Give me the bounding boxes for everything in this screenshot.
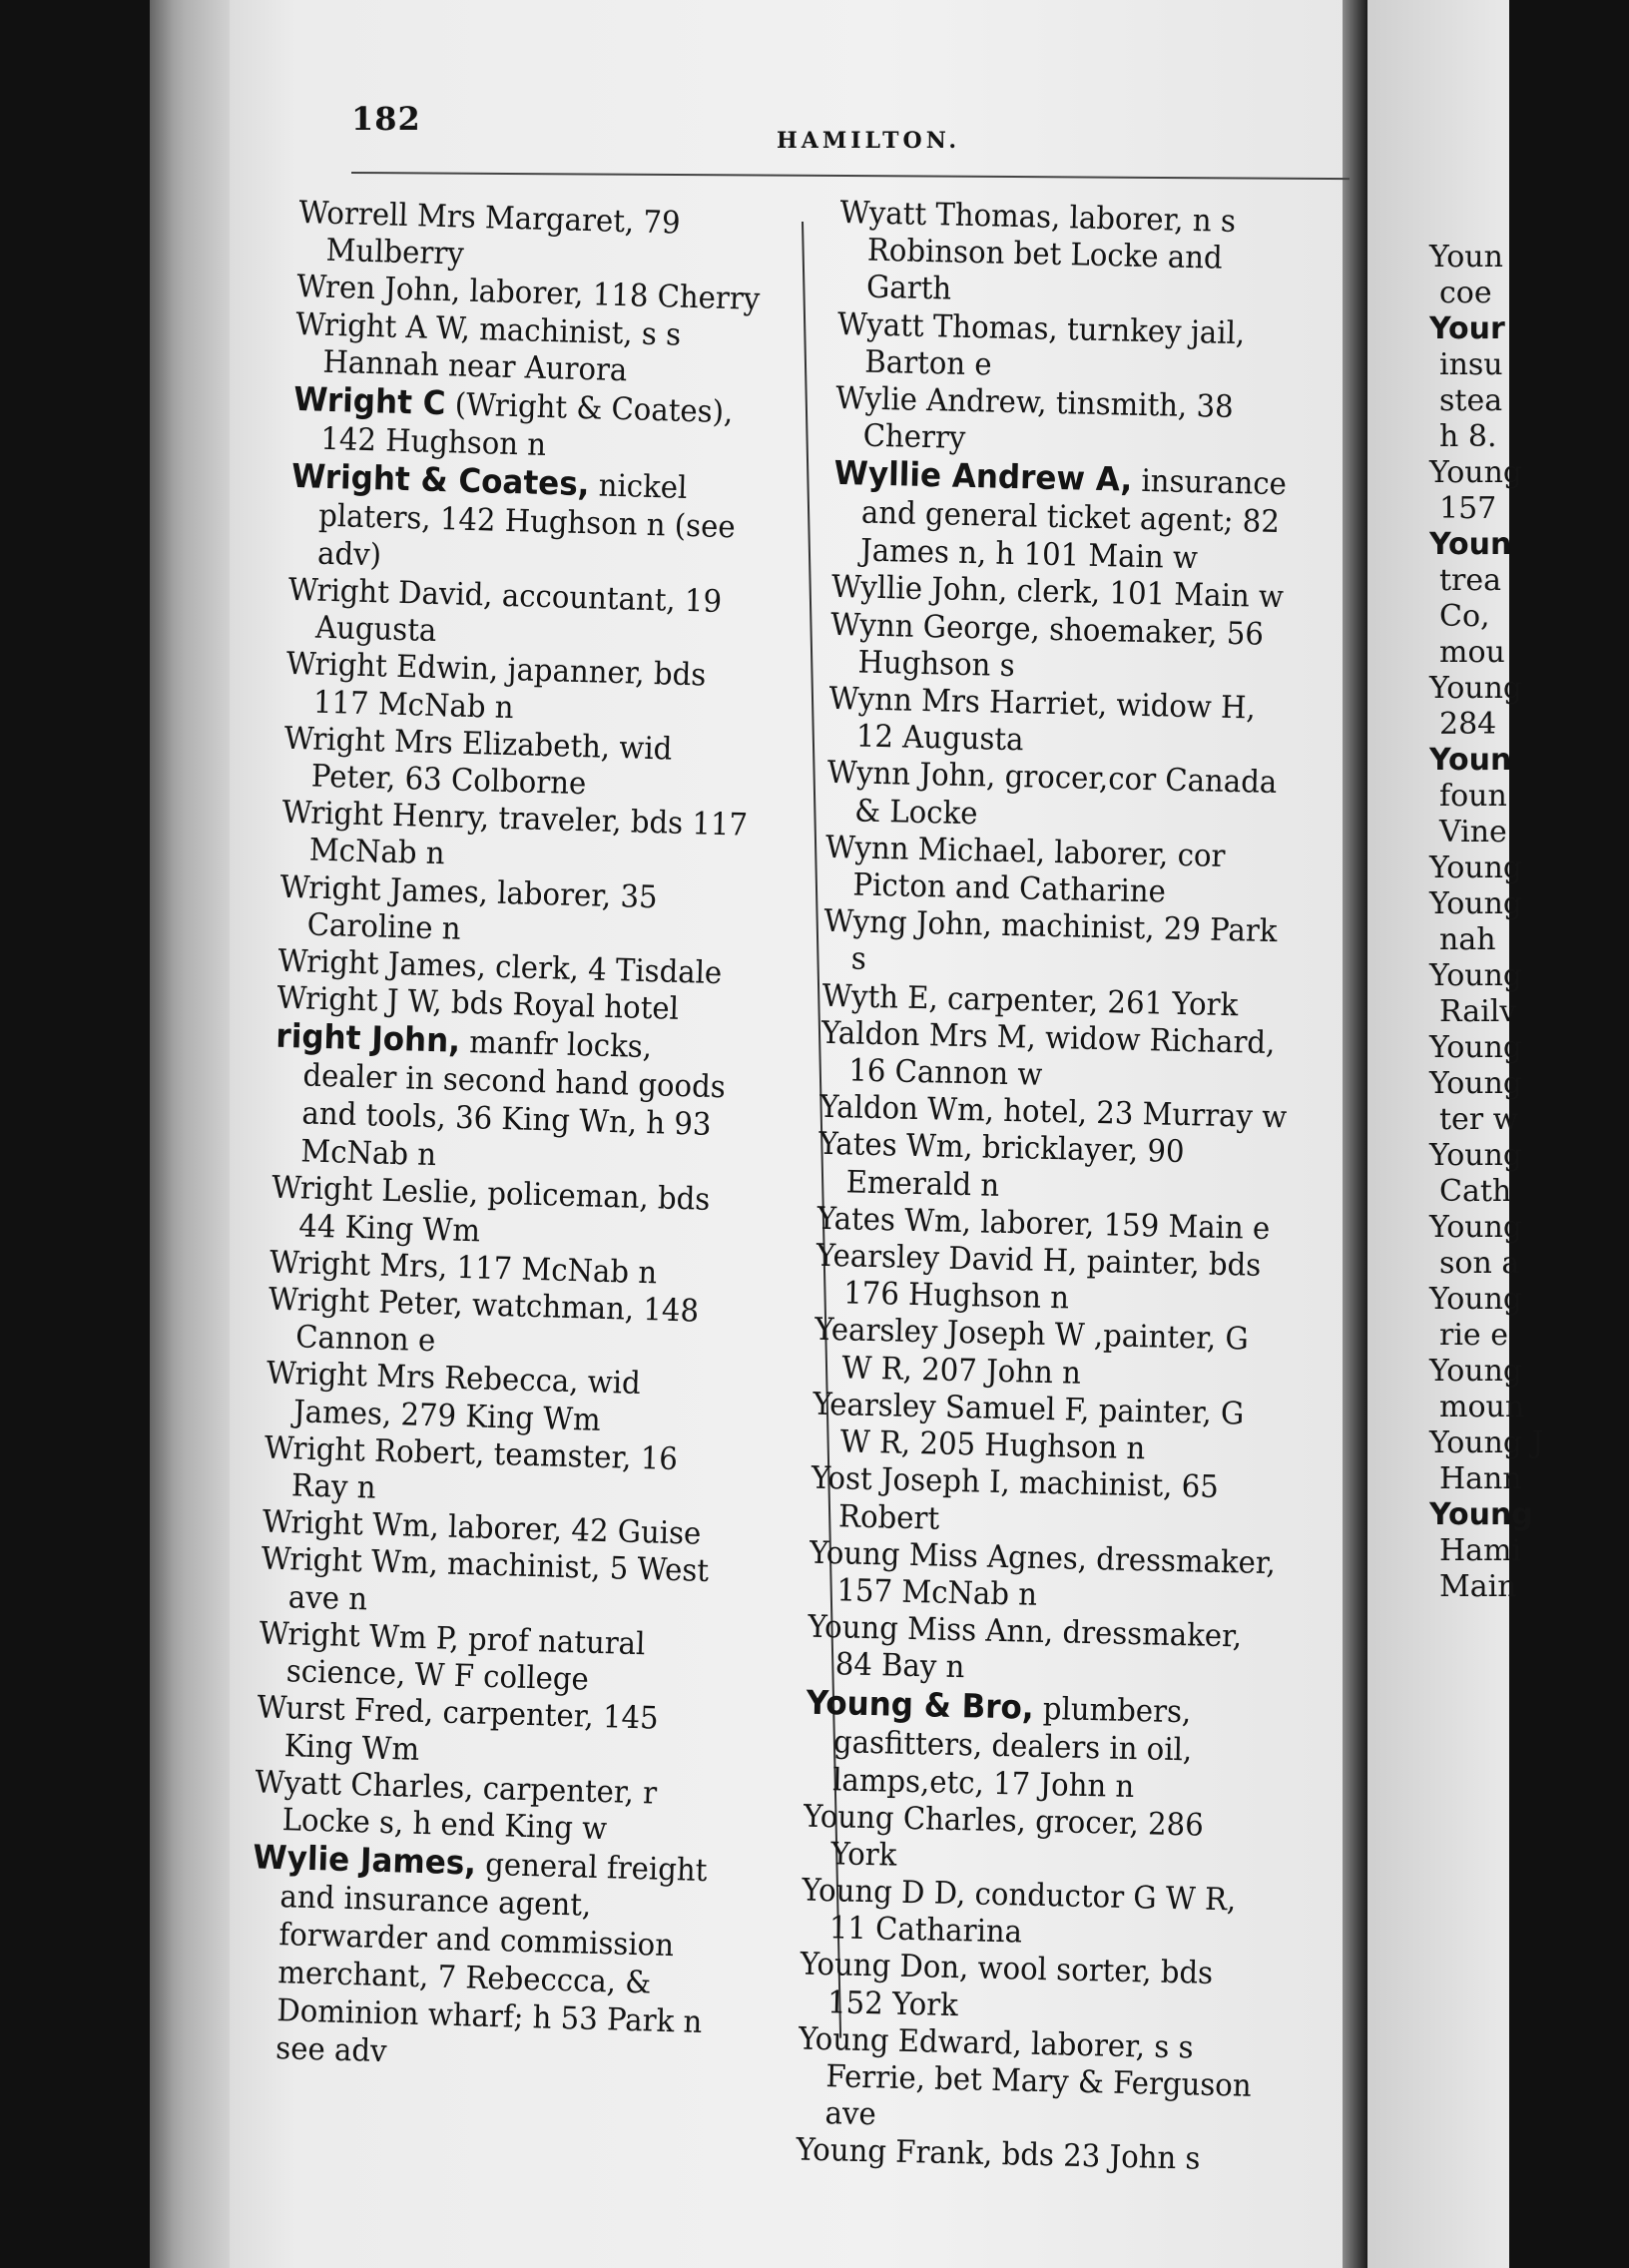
entry-name: Yost Joseph I, [811, 1459, 1011, 1501]
entry-name: Yates Wm, [816, 1200, 972, 1241]
entry-details: manfr locks, dealer in second hand goods and tools, 36 King Wn, h 93 McNab n [299, 1024, 727, 1174]
directory-entry [282, 721, 754, 809]
entry-details: grocer, 286 York [830, 1803, 1205, 1874]
directory-entry [814, 1312, 1285, 1397]
entry-name: Wynn George, [829, 606, 1041, 648]
directory-entry [824, 830, 1296, 914]
adjacent-page-text-fragment: moun [1439, 1390, 1525, 1424]
entry-name: Wright James, [277, 942, 487, 985]
adjacent-page-text-fragment: coe [1439, 276, 1492, 310]
directory-entry [837, 195, 1309, 316]
adjacent-page-text-fragment: mou [1439, 635, 1505, 670]
entry-name: Wyatt Thomas, [839, 195, 1061, 237]
directory-entry [271, 1170, 742, 1258]
entry-details: policeman, bds 44 King Wm [297, 1175, 711, 1250]
directory-entry [272, 1017, 746, 1183]
adjacent-page-text-fragment: 157 [1439, 491, 1497, 526]
entry-name: Wright & Coates, [290, 455, 591, 504]
directory-entry [807, 1609, 1278, 1694]
entry-details: laborer, 118 Cherry [459, 273, 761, 318]
page-number: 182 [351, 100, 421, 138]
entry-name: Wright James, [279, 868, 489, 911]
directory-entry [256, 1690, 727, 1778]
adjacent-page-text-fragment: Young [1429, 1030, 1523, 1065]
entry-details: (Wright & Coates), 142 Hughson n [319, 386, 734, 464]
entry-details: widow H, 12 Augusta [855, 687, 1257, 759]
adjacent-page-text-fragment: Main [1439, 1569, 1517, 1604]
entry-details: tinsmith, 38 Cherry [862, 384, 1235, 457]
adjacent-page-text-fragment: son a [1439, 1246, 1520, 1281]
entry-details: machinist, s s Hannah near Aurora [322, 310, 682, 389]
directory-entry [822, 903, 1294, 988]
entry-details: prof natural science, W F college [285, 1620, 646, 1698]
entry-name: Wyatt Charles, [255, 1764, 474, 1807]
adjacent-page-text-fragment: stea [1439, 383, 1503, 418]
entry-details: bds 23 John s [992, 2136, 1201, 2178]
directory-entry [829, 607, 1301, 692]
entry-details: carpenter, 261 York [937, 980, 1239, 1023]
adjacent-page-text-fragment: Hami [1439, 1533, 1522, 1568]
directory-entry [260, 1541, 731, 1629]
entry-name: Wright Wm, [261, 1540, 439, 1582]
adjacent-page-text-fragment: Young J [1429, 1425, 1544, 1460]
entry-name: Wright Peter, [268, 1281, 464, 1324]
directory-entry [284, 646, 756, 734]
entry-details: traveler, bds 117 McNab n [308, 800, 749, 872]
entry-details: japanner, bds 117 McNab n [312, 652, 707, 726]
entry-details: widow Richard, 16 Cannon w [847, 1019, 1276, 1093]
entry-details: dressmaker, 84 Bay n [834, 1614, 1243, 1686]
entry-name: Wright Wm P, [259, 1615, 460, 1657]
directory-entry [811, 1460, 1282, 1545]
entry-name: Wurst Fred, [257, 1689, 434, 1731]
right-column [796, 195, 1310, 2180]
directory-entry [812, 1387, 1283, 1471]
entry-name: Wright Henry, [281, 794, 490, 837]
entry-details: wool sorter, bds 152 York [826, 1950, 1214, 2023]
directory-entry [820, 1015, 1292, 1100]
entry-name: Wright J W, [276, 979, 443, 1021]
entry-details: machinist, 5 West ave n [287, 1545, 710, 1618]
entry-name: Young Miss Agnes, [809, 1534, 1088, 1577]
entry-details: painter, bds 176 Hughson n [842, 1243, 1262, 1317]
adjacent-page-text-fragment: 284 [1439, 707, 1497, 742]
entry-details: laborer, 35 Caroline n [306, 874, 659, 947]
adjacent-page-text-fragment: Young [1429, 850, 1523, 885]
directory-entry [801, 1872, 1272, 1957]
adjacent-page-text-fragment: Young [1429, 1066, 1523, 1101]
entry-details: 79 Mulberry [325, 204, 682, 273]
entry-details: painter, G W R, 205 Hughson n [839, 1392, 1245, 1467]
entry-details: machinist, 29 Park s [850, 906, 1278, 978]
adjacent-page-text-fragment: trea [1439, 563, 1502, 598]
adjacent-page-text-fragment: Young [1429, 886, 1523, 921]
entry-name: Wylie Andrew, [834, 379, 1048, 421]
adjacent-page-text-fragment: ter w [1439, 1102, 1519, 1137]
entry-details: dressmaker, 157 McNab n [836, 1540, 1277, 1613]
entry-details: bds Royal hotel [441, 984, 680, 1028]
directory-entry [292, 380, 764, 470]
entry-name: Young & Bro, [806, 1682, 1035, 1727]
adjacent-page-text-fragment: Youn [1429, 527, 1512, 562]
adjacent-page-text-fragment: Youn [1429, 240, 1503, 275]
entry-name: Young Edward, [798, 2020, 1023, 2062]
adjacent-page-text-fragment: rie e [1439, 1318, 1508, 1353]
directory-entry [263, 1429, 734, 1517]
entry-details: ,painter, G W R, 207 John n [841, 1318, 1250, 1392]
entry-name: Wright C [292, 378, 447, 423]
directory-entry [258, 1615, 729, 1703]
entry-details: turnkey jail, Barton e [863, 310, 1246, 383]
directory-entry [836, 306, 1308, 391]
directory-entry [827, 681, 1299, 766]
entry-name: right John, [274, 1016, 461, 1061]
entry-details: wid James, 279 King Wm [292, 1364, 642, 1438]
adjacent-page-text-fragment: Your [1429, 311, 1505, 346]
entry-name: Yaldon Mrs M, [820, 1014, 1037, 1056]
entry-name: Wyng John, [823, 903, 993, 943]
entry-details: laborer, 159 Main e [970, 1204, 1271, 1247]
entry-name: Yearsley Joseph W [814, 1312, 1086, 1355]
left-column [248, 195, 769, 2080]
adjacent-page-text-fragment: Young [1429, 1354, 1523, 1389]
entry-name: Young D D, [802, 1872, 966, 1913]
entry-name: Wyllie Andrew A, [833, 453, 1133, 500]
entry-details: laborer, cor Picton and Catharine [852, 834, 1226, 910]
directory-entry [797, 2020, 1268, 2142]
adjacent-page-text-fragment: Young [1429, 1497, 1533, 1532]
directory-entry [803, 1798, 1274, 1883]
entry-details: insurance and general ticket agent; 82 James n, h 101 Main w [859, 463, 1288, 577]
entry-name: Wynn Michael, [824, 829, 1046, 870]
entry-details: carpenter, r Locke s, h end King w [281, 1770, 658, 1848]
entry-name: Wynn Mrs Harriet, [828, 680, 1108, 724]
entry-name: Wyth E, [821, 977, 939, 1017]
entry-name: Wyatt Thomas, [836, 305, 1059, 347]
entry-details: clerk, 4 Tisdale [485, 948, 723, 992]
adjacent-page-text-fragment: Vine [1439, 815, 1507, 850]
adjacent-page-text-fragment: nah [1439, 922, 1496, 957]
entry-name: Yates Wm, [818, 1126, 974, 1166]
adjacent-page-text-fragment: Railv [1439, 994, 1517, 1029]
entry-name: Young Charles, [803, 1798, 1027, 1840]
entry-details: laborer, 42 Guise [438, 1508, 702, 1553]
entry-name: Wright Mrs Rebecca, [266, 1356, 580, 1401]
entry-name: Wyllie John, [830, 569, 1008, 610]
directory-entry [248, 1838, 723, 2079]
entry-name: Wren John, [295, 269, 461, 309]
entry-details: machinist, 65 Robert [837, 1464, 1220, 1537]
directory-entry [268, 1282, 739, 1370]
adjacent-page-text-fragment: Cath [1439, 1174, 1512, 1209]
directory-entry [297, 195, 769, 283]
adjacent-page-text-fragment: Young [1429, 958, 1523, 993]
directory-entry [799, 1947, 1270, 2031]
entry-name: Yearsley Samuel F, [813, 1386, 1090, 1428]
entry-name: Wright Mrs Elizabeth, [283, 720, 611, 766]
directory-entry [815, 1238, 1287, 1323]
adjacent-page-column [1429, 240, 1629, 1605]
entry-details: bricklayer, 90 Emerald n [845, 1129, 1185, 1204]
entry-details: wid Peter, 63 Colborne [310, 729, 673, 803]
entry-name: Young Frank, [796, 2131, 993, 2173]
entry-details: laborer, s s Ferrie, bet Mary & Ferguson ave [824, 2025, 1252, 2133]
entry-details: clerk, 101 Main w [1006, 573, 1285, 616]
entry-name: Worrell Mrs Margaret, [297, 195, 635, 241]
entry-name: Wright Edwin, [285, 646, 499, 689]
entry-name: Young Don, [800, 1946, 969, 1986]
directory-entry [805, 1683, 1276, 1809]
entry-details: hotel, 23 Murray w [993, 1092, 1288, 1136]
adjacent-page-text-fragment: foun [1439, 779, 1507, 814]
entry-details: teamster, 16 Ray n [290, 1435, 679, 1506]
entry-details: nickel platers, 142 Hughson n (see adv) [316, 467, 737, 574]
entry-details: conductor G W R, 11 Catharina [828, 1876, 1237, 1951]
book-gutter [1343, 0, 1367, 2268]
directory-entry [288, 457, 761, 585]
entry-name: Young Miss Ann, [808, 1608, 1054, 1651]
entry-name: Yearsley David H, [815, 1237, 1078, 1280]
entry-details: plumbers, gasfitters, dealers in oil, lamps,etc, 17 John n [831, 1690, 1193, 1805]
adjacent-page-text-fragment: Young [1429, 455, 1523, 490]
entry-details: accountant, 19 Augusta [314, 577, 723, 650]
entry-name: Yaldon Wm, [818, 1089, 995, 1129]
entry-name: Wright Wm, [262, 1503, 440, 1545]
directory-entry [826, 755, 1298, 840]
directory-entry [280, 795, 752, 882]
directory-entry [286, 572, 758, 660]
entry-details: shoemaker, 56 Hughson s [857, 611, 1265, 684]
directory-entry [834, 380, 1306, 465]
adjacent-page-text-fragment: insu [1439, 347, 1503, 382]
entry-name: Wynn John, [826, 755, 996, 796]
entry-details: grocer,cor Canada & Locke [853, 759, 1278, 832]
entry-name: Wright Leslie, [271, 1170, 479, 1212]
directory-entry [265, 1356, 736, 1443]
adjacent-page-text-fragment: Hann [1439, 1461, 1522, 1496]
entry-details: watchman, 148 Cannon e [294, 1287, 700, 1360]
entry-name: Wright Robert, [264, 1429, 485, 1472]
entry-name: Wright Mrs, [269, 1244, 448, 1286]
adjacent-page-text-fragment: Young [1429, 1138, 1523, 1173]
directory-entry [809, 1534, 1280, 1619]
entry-details: laborer, n s Robinson bet Locke and Garth [865, 200, 1237, 307]
directory-entry [831, 454, 1303, 580]
entry-details: carpenter, 145 King Wm [283, 1694, 660, 1768]
adjacent-page-text-fragment: Young [1429, 671, 1523, 706]
entry-name: Wylie James, [252, 1837, 477, 1883]
book-spine-shadow [150, 0, 230, 2268]
entry-name: Wright David, [287, 571, 494, 614]
adjacent-page-text-fragment: h 8. [1439, 419, 1497, 454]
entry-name: Wright A W, [294, 305, 471, 347]
directory-entry [278, 868, 750, 956]
directory-entry [817, 1126, 1289, 1211]
adjacent-page-text-fragment: Young [1429, 1210, 1523, 1245]
entry-details: general freight and insurance agent, forwarder and commission merchant, 7 Rebeccca, & Dominion wharf; h 53 Park n see adv [274, 1846, 708, 2070]
adjacent-page-text-fragment: Young [1429, 1282, 1523, 1317]
adjacent-page-text-fragment: Co, [1439, 599, 1490, 634]
running-head: HAMILTON. [777, 128, 961, 154]
entry-details: 117 McNab n [446, 1249, 658, 1292]
adjacent-page-text-fragment: Youn [1429, 743, 1512, 778]
